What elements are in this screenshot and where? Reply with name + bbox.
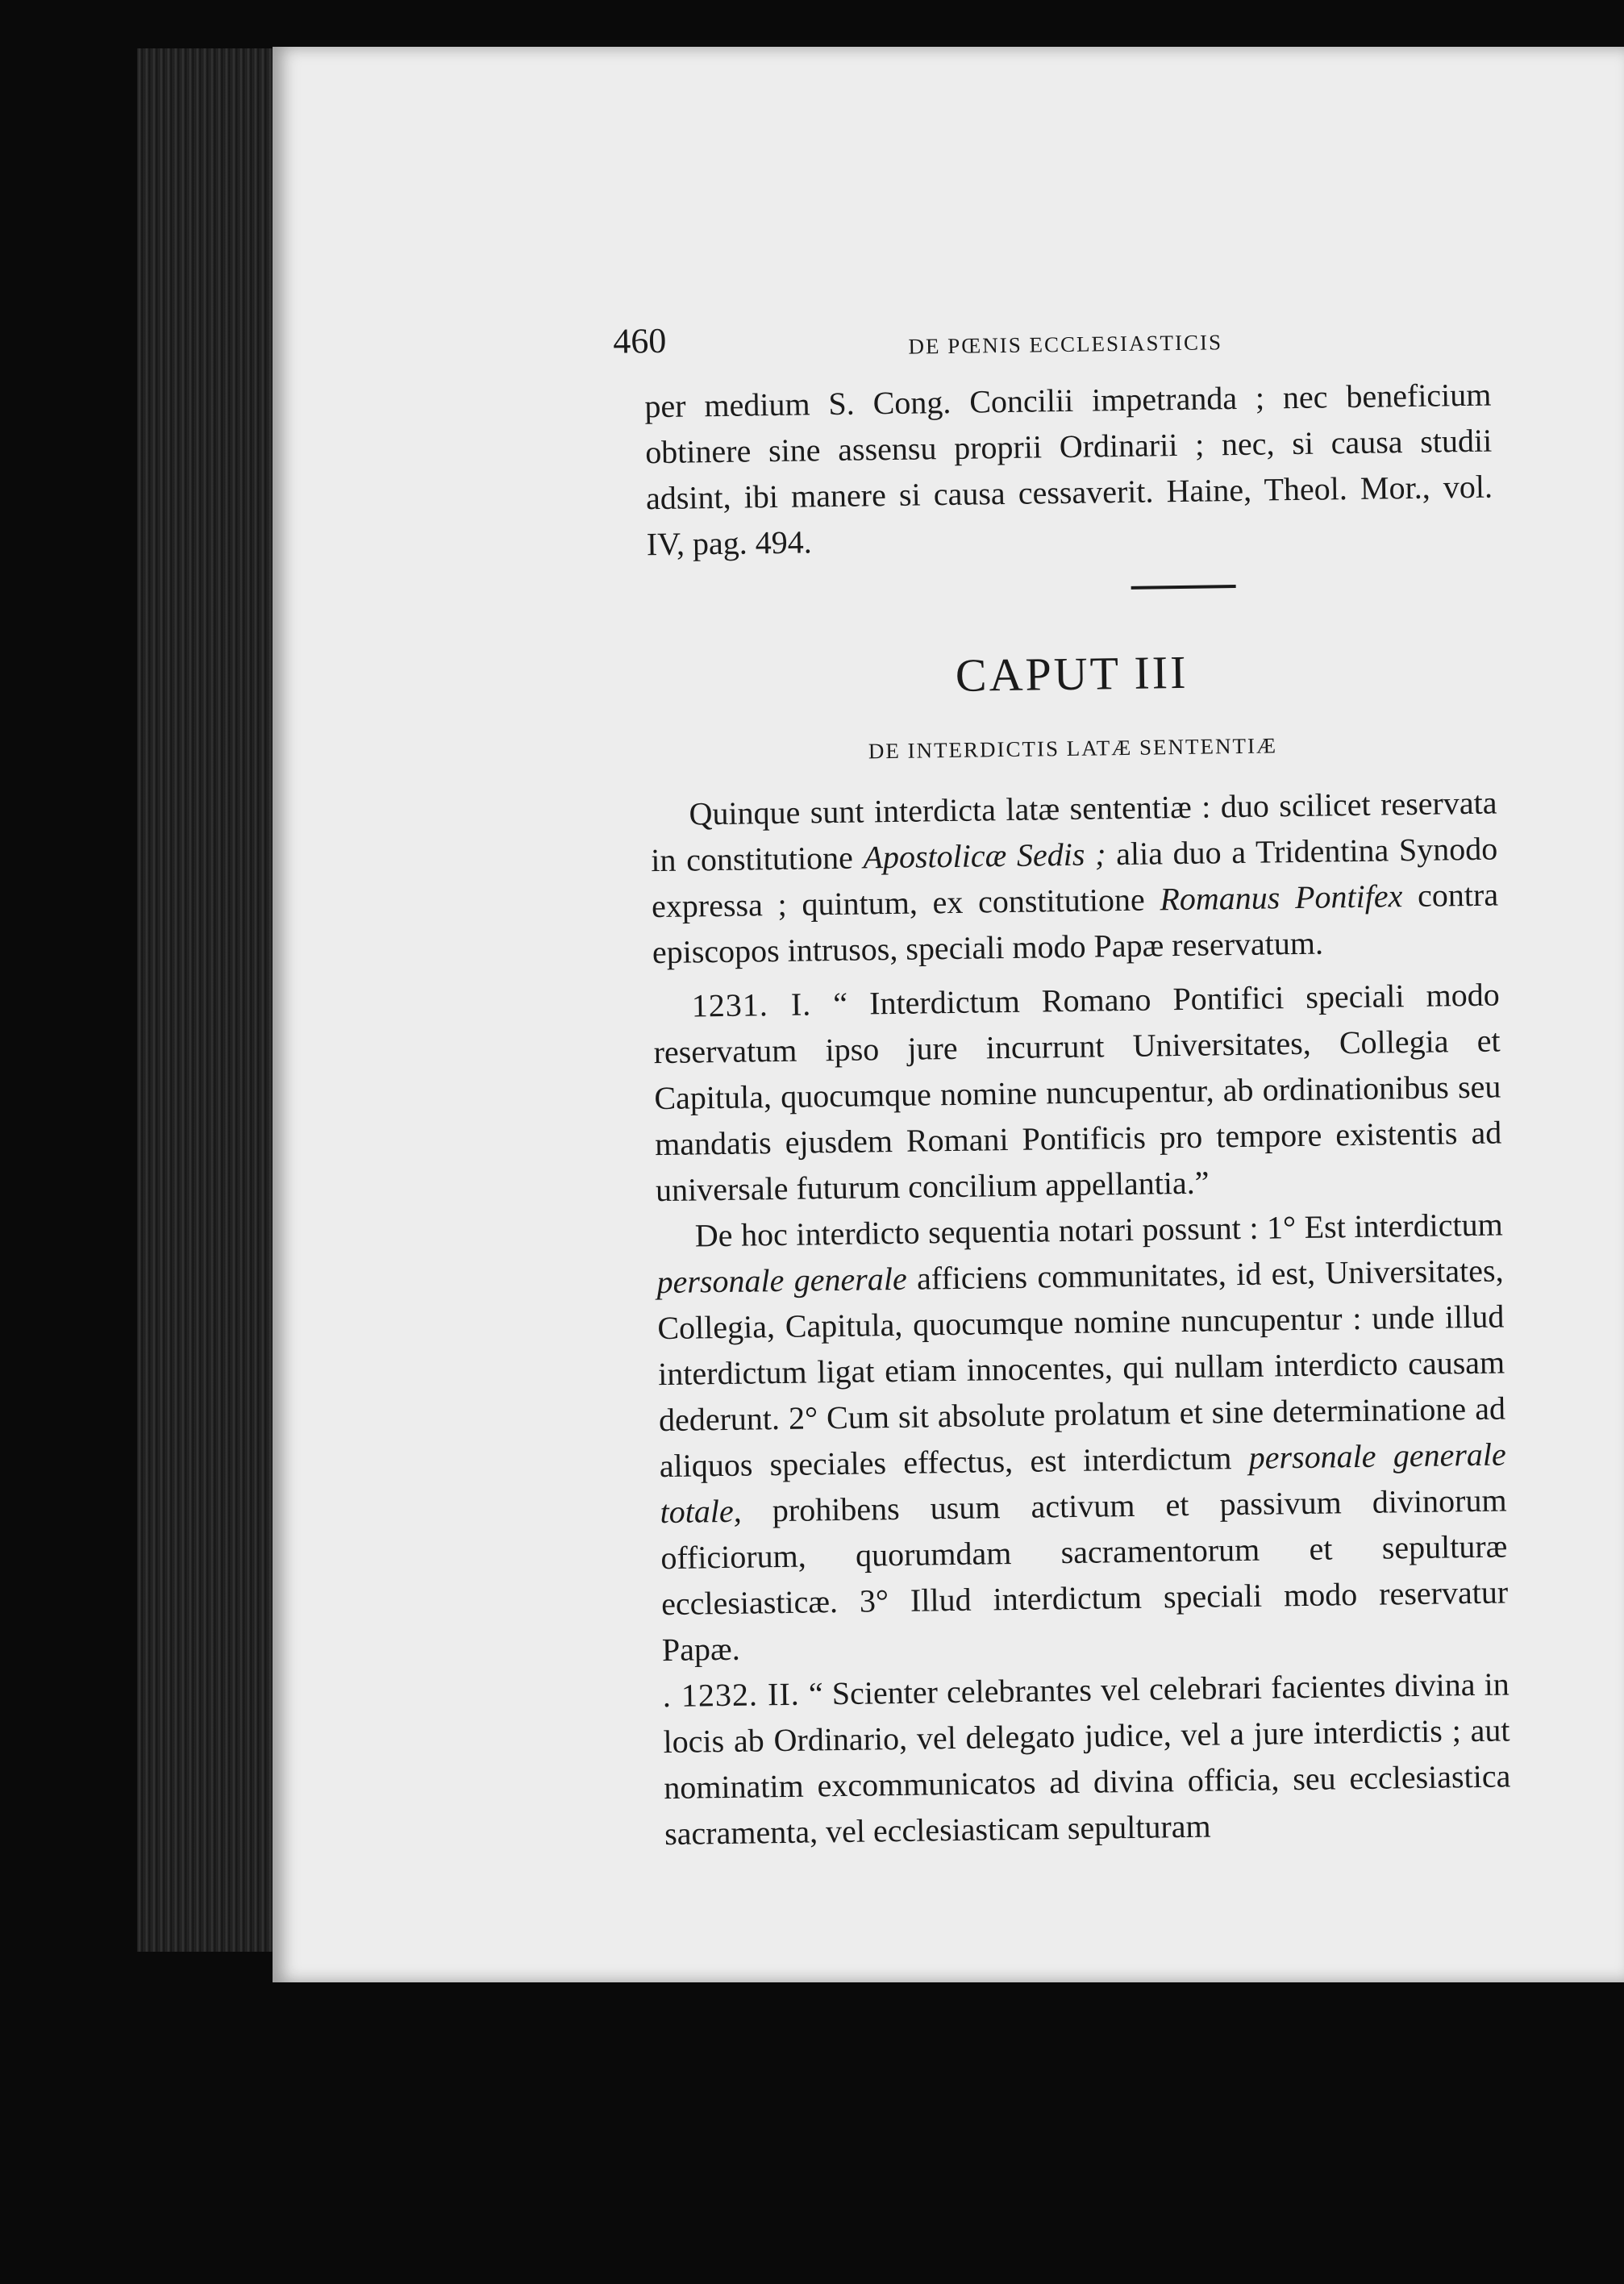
article-text: “ Interdictum Romano Pontifici speciali modo reservatum ipso jure incurrunt Universitates, Collegia et Capitula, quocumque nomine nuncupentur, ab ordinationibus seu mandatis ejusdem Romani Pontificis pro tempore existentis ad universale futurum concilium appellantia.” — [653, 976, 1502, 1209]
article-1232 — [662, 1661, 1511, 1857]
page-number: 460 — [612, 320, 667, 361]
continuation-paragraph: per medium S. Cong. Concilii impetranda ; nec beneficium obtinere sine assensu proprii Ordinarii ; nec, si causa studii adsint, ibi manere si causa cessaverit. Haine, Theol. Mor., vol. IV, pag. 494. — [644, 376, 1493, 563]
commentary-text-3: prohibens usum activum et passivum divinorum officiorum, quorumdam sacramentorum et sepulturæ ecclesiasticæ. 3° Illud interdictum speciali modo reservatur Papæ. — [660, 1482, 1509, 1669]
intro-italic-1: Apostolicæ Sedis ; — [863, 836, 1106, 876]
book-page-edges — [137, 48, 282, 1952]
article-number: 1231. I. — [691, 986, 812, 1024]
commentary-text-2: afficiens communitates, id est, Universitates, Collegia, Capitula, quocumque nomine nuncupentur : unde illud interdictum ligat etiam innocentes, qui nullam interdicto causam dederunt. 2° Cum sit absolute prolatum et sine determinatione ad aliquos speciales effectus, est interdictum — [657, 1252, 1506, 1485]
intro-text-2: alia duo a Tridentina Synodo expressa ; quintum, ex constitutione — [651, 830, 1498, 925]
intro-text-3: contra episcopos intrusos, speciali modo Papæ reservatum. — [652, 876, 1499, 971]
chapter-title: CAPUT III — [955, 645, 1189, 702]
chapter-subtitle: DE INTERDICTIS LATÆ SENTENTIÆ — [868, 733, 1278, 764]
section-divider — [1131, 585, 1236, 590]
continuation-block — [644, 372, 1493, 568]
intro-italic-2: Romanus Pontifex — [1160, 877, 1403, 918]
commentary-italic-1: personale generale — [656, 1260, 907, 1301]
commentary-italic-2: personale generale totale, — [660, 1436, 1507, 1531]
chapter-body — [650, 780, 1511, 1857]
intro-paragraph — [650, 780, 1499, 976]
commentary-text-1: De hoc interdicto sequentia notari possunt : 1° Est interdictum — [694, 1206, 1504, 1254]
article-number: . 1232. II. — [662, 1675, 801, 1715]
article-text: “ Scienter celebrantes vel celebrari facientes divina in locis ab Ordinario, vel delegato judice, vel a jure interdictis ; aut nominatim excommunicatos ad divina officia, seu ecclesiastica sacramenta, vel ecclesiasticam sepulturam — [663, 1665, 1511, 1853]
intro-text-1: Quinque sunt interdicta latæ sententiæ : duo scilicet reservata in constitutione — [651, 784, 1497, 879]
page-content — [369, 309, 1511, 1861]
commentary-paragraph — [656, 1201, 1509, 1673]
running-head: DE PŒNIS ECCLESIASTICIS — [908, 330, 1223, 359]
article-1231 — [652, 972, 1502, 1214]
